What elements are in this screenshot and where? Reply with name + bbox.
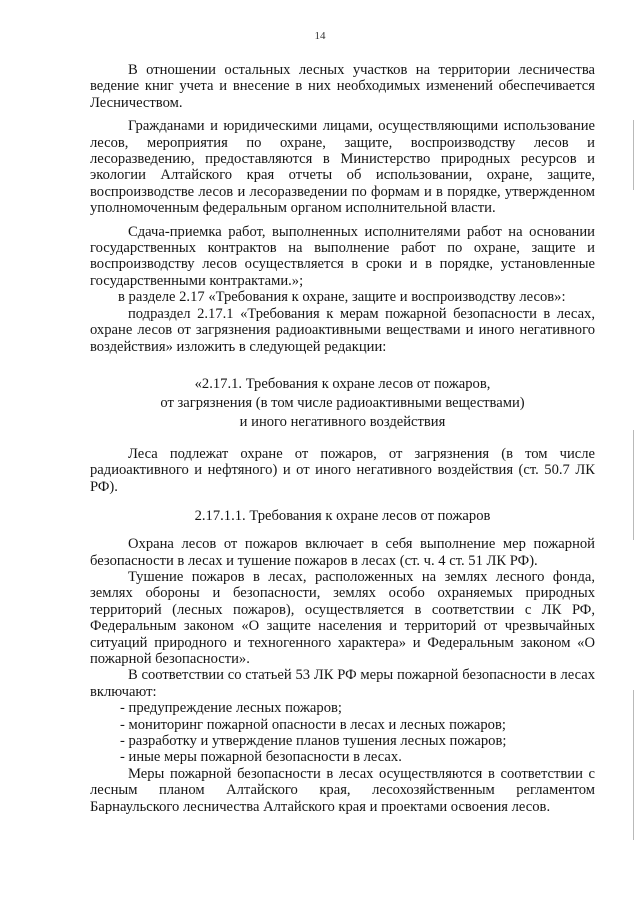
list-item: - иные меры пожарной безопасности в лесах. (120, 749, 402, 766)
paragraph-fire-measures-intro: В соответствии со статьей 53 ЛК РФ меры пожарной безопасности в лесах включают: (90, 667, 595, 700)
scan-edge-mark (633, 120, 634, 190)
paragraph-final: Меры пожарной безопасности в лесах осуществляются в соответствии с лесным планом Алтайского края, лесохозяйственным регламентом Барнаульского лесничества Алтайского края и проектами освоения лесов. (90, 765, 595, 815)
scan-edge-mark (633, 690, 634, 840)
paragraph-fire-protection: Охрана лесов от пожаров включает в себя выполнение мер пожарной безопасности в лесах и тушение пожаров в лесах (ст. ч. 4 ст. 51 ЛК РФ). (90, 536, 595, 569)
paragraph-section-ref: в разделе 2.17 «Требования к охране, защите и воспроизводству лесов»: (118, 289, 566, 306)
paragraph-registry: В отношении остальных лесных участков на территории лесничества ведение книг учета и внесение в них необходимых изменений обеспечивается Лесничеством. (90, 62, 595, 111)
scan-edge-mark (633, 430, 634, 540)
section-heading-line-3: и иного негативного воздействия (239, 413, 446, 430)
paragraph-fire-suppression: Тушение пожаров в лесах, расположенных на землях лесного фонда, землях обороны и безопасности, землях особо охраняемых природных территорий (лесных пожаров), осуществляется в соответствии с ЛК РФ, Федеральным законом «О защите населения и территорий от чрезвычайных ситуаций природного и техногенного характера» и Федеральным законом «О пожарной безопасности». (90, 568, 595, 667)
subsection-heading: 2.17.1.1. Требования к охране лесов от пожаров (194, 508, 491, 525)
list-item: - предупреждение лесных пожаров; (120, 700, 342, 717)
section-heading (90, 375, 595, 432)
list-item: - разработку и утверждение планов тушения лесных пожаров; (120, 733, 507, 749)
document-body (90, 62, 595, 815)
section-heading-line-1: «2.17.1. Требования к охране лесов от пожаров, (194, 375, 491, 392)
paragraph-reports: Гражданами и юридическими лицами, осуществляющими использование лесов, мероприятия по охране, защите, воспроизводству лесов и лесоразведению, предоставляются в Министерство природных ресурсов и экологии Алтайского края отчеты об использовании, охране, защите, воспроизводстве лесов и лесоразведении по формам и в порядке, утвержденном уполномоченным федеральным органом исполнительной власти. (90, 118, 595, 217)
paragraph-subsection-ref: подраздел 2.17.1 «Требования к мерам пожарной безопасности в лесах, охране лесов от загрязнения радиоактивными веществами и иного негативного воздействия» изложить в следующей редакции: (90, 305, 595, 355)
section-heading-line-2: от загрязнения (в том числе радиоактивными веществами) (160, 394, 525, 411)
paragraph-acceptance: Сдача-приемка работ, выполненных исполнителями работ на основании государственных контрактов на выполнение работ по охране, защите и воспроизводству лесов осуществляется в сроки и в порядке, установленные государственными контрактами.»; (90, 223, 595, 289)
fire-measures-list (90, 700, 595, 766)
paragraph-forest-protection: Леса подлежат охране от пожаров, от загрязнения (в том числе радиоактивного и нефтяного) и от иного негативного воздействия (ст. 50.7 ЛК РФ). (90, 445, 595, 495)
list-item: - мониторинг пожарной опасности в лесах и лесных пожаров; (120, 716, 506, 733)
page-number: 14 (314, 30, 326, 42)
